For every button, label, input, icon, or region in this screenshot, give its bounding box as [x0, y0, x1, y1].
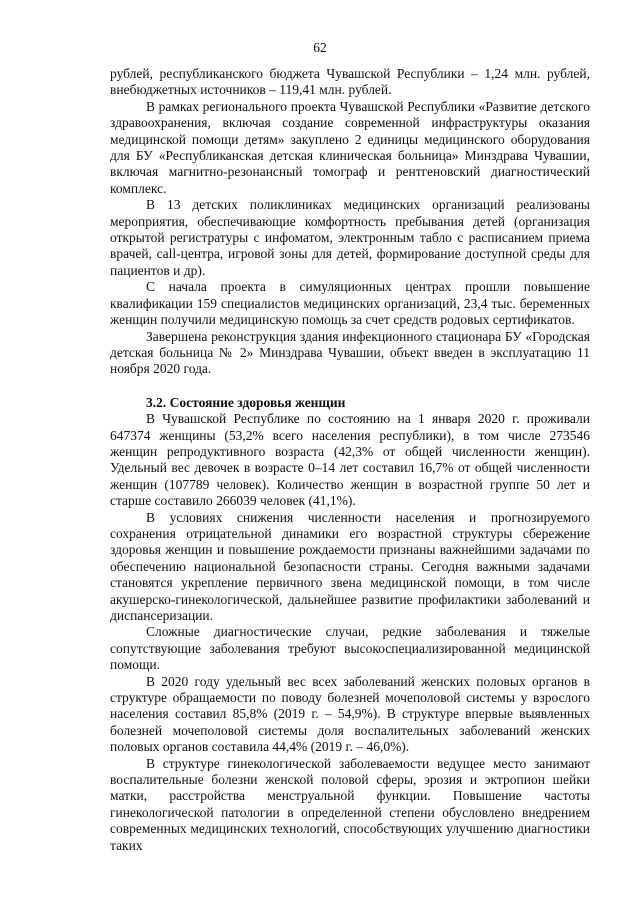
paragraph-complex-cases: Сложные диагностические случаи, редкие заболевания и тяжелые сопутствующие заболевания требуют высокоспециализированной медицинской помощи.: [110, 624, 590, 673]
section-heading: 3.2. Состояние здоровья женщин: [146, 394, 346, 410]
paragraph-population: В Чувашской Республике по состоянию на 1 января 2020 г. проживали 647374 женщины (53,2% всего населения республики), в том числе 273546 женщин репродуктивного возраста (42,3% от общей численности женщин). Удельный вес девочек в возрасте 0–14 лет составил 16,7% от общей численности женщин (107789 человек). Количество женщин в возрастной группе 50 лет и старше составило 266039 человек (41,1%).: [110, 411, 590, 509]
paragraph-gynecological-structure: В структуре гинекологической заболеваемости ведущее место занимают воспалительные болезни женской половой сферы, эрозия и эктропион шейки матки, расстройства менструальной функции. Повышение частоты гинекологической патологии в определенной степени обусловлено внедрением современных медицинских технологий, способствующих улучшению диагностики таких: [110, 755, 590, 853]
paragraph-polyclinics: В 13 детских поликлиниках медицинских организаций реализованы мероприятия, обеспечивающие комфортность пребывания детей (организация открытой регистратуры с инфоматом, электронным табло с расписанием приема врачей, call-центра, игровой зоны для детей, формирование доступной среды для пациентов и др).: [110, 197, 590, 278]
paragraph-demographics: В условиях снижения численности населения и прогнозируемого сохранения отрицательной динамики его возрастной структуры сбережение здоровья женщин и повышение рождаемости признаны важнейшими задачами по обеспечению национальной безопасности страны. Сегодня важными задачами становятся укрепление первичного звена медицинской помощи, в том числе акушерско-гинекологической, дальнейшее развитие профилактики заболеваний и диспансеризации.: [110, 509, 590, 623]
paragraph-disease-share: В 2020 году удельный вес всех заболеваний женских половых органов в структуре обращаемости по поводу болезней мочеполовой системы у взрослого населения составил 85,8% (2019 г. – 54,9%). В структуре впервые выявленных болезней мочеполовой системы доля воспалительных заболеваний женских половых органов составила 44,4% (2019 г. – 46,0%).: [110, 673, 590, 755]
paragraph-reconstruction: Завершена реконструкция здания инфекционного стационара БУ «Городская детская больница № 2» Минздрава Чувашии, объект введен в эксплуатацию 11 ноября 2020 года.: [110, 328, 590, 377]
document-body: [110, 66, 590, 854]
paragraph-continuation: рублей, республиканского бюджета Чувашской Республики – 1,24 млн. рублей, внебюджетных источников – 119,41 млн. рублей.: [110, 66, 590, 98]
page-number: 62: [313, 40, 327, 55]
paragraph-regional-project: В рамках регионального проекта Чувашской Республики «Развитие детского здравоохранения, включая создание современной инфраструктуры оказания медицинской помощи детям» закуплено 2 единицы медицинского оборудования для БУ «Республиканская детская клиническая больница» Минздрава Чувашии, включая магнитно-резонансный томограф и рентгеновский диагностический комплекс.: [110, 98, 590, 196]
paragraph-simulation-centers: С начала проекта в симуляционных центрах прошли повышение квалификации 159 специалистов медицинских организаций, 23,4 тыс. беременных женщин получили медицинскую помощь за счет средств родовых сертификатов.: [110, 279, 590, 328]
